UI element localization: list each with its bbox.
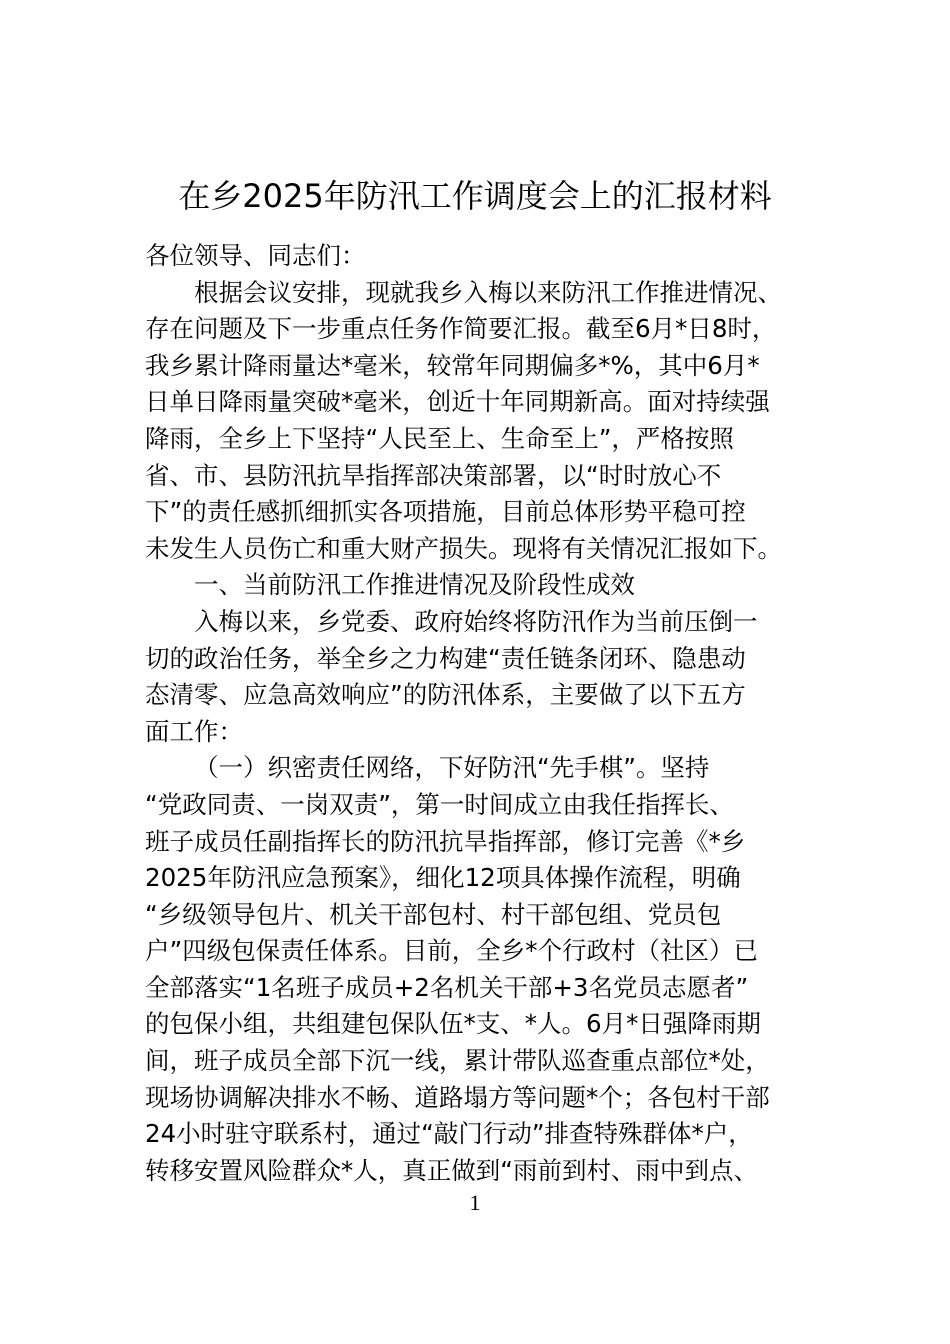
paragraph-line: 切的政治任务，举全乡之力构建“责任链条闭环、隐患动 xyxy=(145,643,746,673)
paragraph-line: “党政同责、一岗双责”，第一时间成立由我任指挥长、 xyxy=(145,789,734,819)
paragraph-line: 存在问题及下一步重点任务作简要汇报。截至6月*日8时， xyxy=(145,314,777,344)
paragraph-line: 入梅以来，乡党委、政府始终将防汛作为当前压倒一 xyxy=(194,606,758,636)
paragraph-line: 间，班子成员全部下沉一线，累计带队巡查重点部位*处， xyxy=(145,1046,770,1076)
paragraph-line: 降雨，全乡上下坚持“人民至上、生命至上”，严格按照 xyxy=(145,423,734,453)
paragraph-line: 班子成员任副指挥长的防汛抗旱指挥部，修订完善《*乡 xyxy=(145,826,746,856)
paragraph-line: 2025年防汛应急预案》，细化12项具体操作流程，明确 xyxy=(145,863,741,893)
paragraph-line: 省、市、县防汛抗旱指挥部决策部署，以“时时放心不 xyxy=(145,460,722,490)
paragraph-line: 转移安置风险群众*人，真正做到“雨前到村、雨中到点、 xyxy=(145,1155,758,1185)
paragraph-line: 日单日降雨量突破*毫米，创近十年同期新高。面对持续强 xyxy=(145,387,770,417)
paragraph-line: 的包保小组，共组建包保队伍*支、*人。6月*日强降雨期 xyxy=(145,1009,761,1039)
section-heading: 一、当前防汛工作推进情况及阶段性成效 xyxy=(194,570,635,600)
paragraph-line: 我乡累计降雨量达*毫米，较常年同期偏多*%，其中6月* xyxy=(145,350,760,380)
paragraph-line: 现场协调解决排水不畅、道路塌方等问题*个；各包村干部 xyxy=(145,1082,770,1112)
page-number: 1 xyxy=(469,1190,481,1215)
paragraph-line: 24小时驻守联系村，通过“敲门行动”排查特殊群体*户， xyxy=(145,1119,753,1149)
paragraph-line: 全部落实“1名班子成员+2名机关干部+3名党员志愿者” xyxy=(145,972,749,1002)
paragraph-line: 下”的责任感抓细抓实各项措施，目前总体形势平稳可控 xyxy=(145,497,746,527)
salutation-line: 各位领导、同志们： xyxy=(145,241,366,270)
paragraph-line: 根据会议安排，现就我乡入梅以来防汛工作推进情况、 xyxy=(194,277,782,307)
paragraph-line: “乡级领导包片、机关干部包村、村干部包组、党员包 xyxy=(145,899,722,929)
paragraph-line: 面工作： xyxy=(145,716,243,746)
subsection-line: （一）织密责任网络，下好防汛“先手棋”。坚持 xyxy=(194,753,710,783)
paragraph-line: 态清零、应急高效响应”的防汛体系，主要做了以下五方 xyxy=(145,680,746,710)
paragraph-line: 未发生人员伤亡和重大财产损失。现将有关情况汇报如下。 xyxy=(145,533,782,563)
document-body xyxy=(145,238,835,1189)
document-title: 在乡2025年防汛工作调度会上的汇报材料 xyxy=(178,177,772,215)
paragraph-line: 户”四级包保责任体系。目前，全乡*个行政村（社区）已 xyxy=(145,936,758,966)
